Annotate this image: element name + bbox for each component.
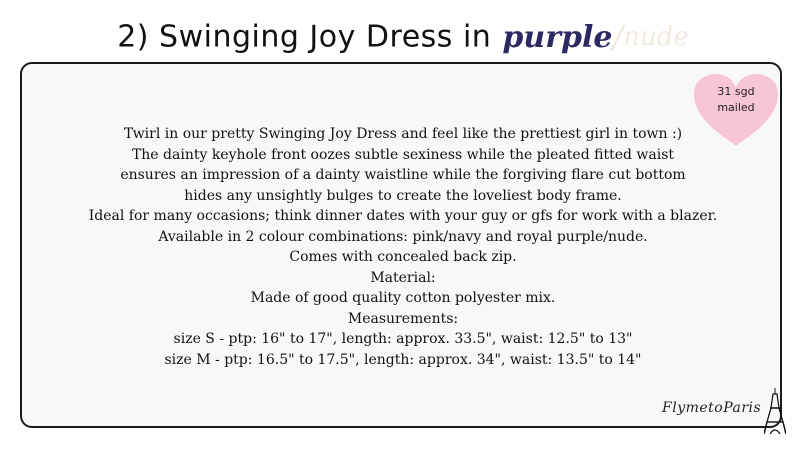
product-description: [22, 124, 784, 370]
page-title: [0, 18, 806, 62]
description-line: Comes with concealed back zip.: [289, 249, 517, 265]
measurements-heading: Measurements:: [347, 310, 459, 327]
description-line: Ideal for many occasions; think dinner dates with your guy or gfs for work with a blazer.: [88, 208, 718, 224]
material-text: Made of good quality cotton polyester mix.: [250, 290, 556, 306]
description-line: The dainty keyhole front oozes subtle sexiness while the pleated fitted waist: [131, 146, 675, 163]
title-color-nude: nude: [623, 22, 689, 52]
material-heading: Material:: [370, 269, 436, 286]
description-line: ensures an impression of a dainty waistline while the forgiving flare cut bottom: [120, 167, 686, 183]
eiffel-tower-icon: [764, 388, 786, 434]
description-line: Twirl in our pretty Swinging Joy Dress and feel like the prettiest girl in town :): [123, 126, 683, 142]
description-line: hides any unsightly bulges to create the loveliest body frame.: [184, 187, 622, 204]
brand-signature: FlymetoParis: [662, 400, 762, 416]
price-text: [696, 84, 776, 116]
title-color-purple: purple: [502, 19, 613, 55]
size-m-measurements: size M - ptp: 16.5" to 17.5", length: approx. 34", waist: 13.5" to 14": [164, 351, 642, 368]
title-slash: /: [612, 18, 624, 56]
product-card: [20, 62, 782, 428]
price-shipping: mailed: [717, 101, 755, 114]
title-text: 2) Swinging Joy Dress in: [117, 19, 492, 55]
description-line: Available in 2 colour combinations: pink/navy and royal purple/nude.: [158, 228, 648, 245]
size-s-measurements: size S - ptp: 16" to 17", length: approx. 33.5", waist: 12.5" to 13": [173, 331, 633, 347]
price-amount: 31 sgd: [717, 85, 755, 98]
